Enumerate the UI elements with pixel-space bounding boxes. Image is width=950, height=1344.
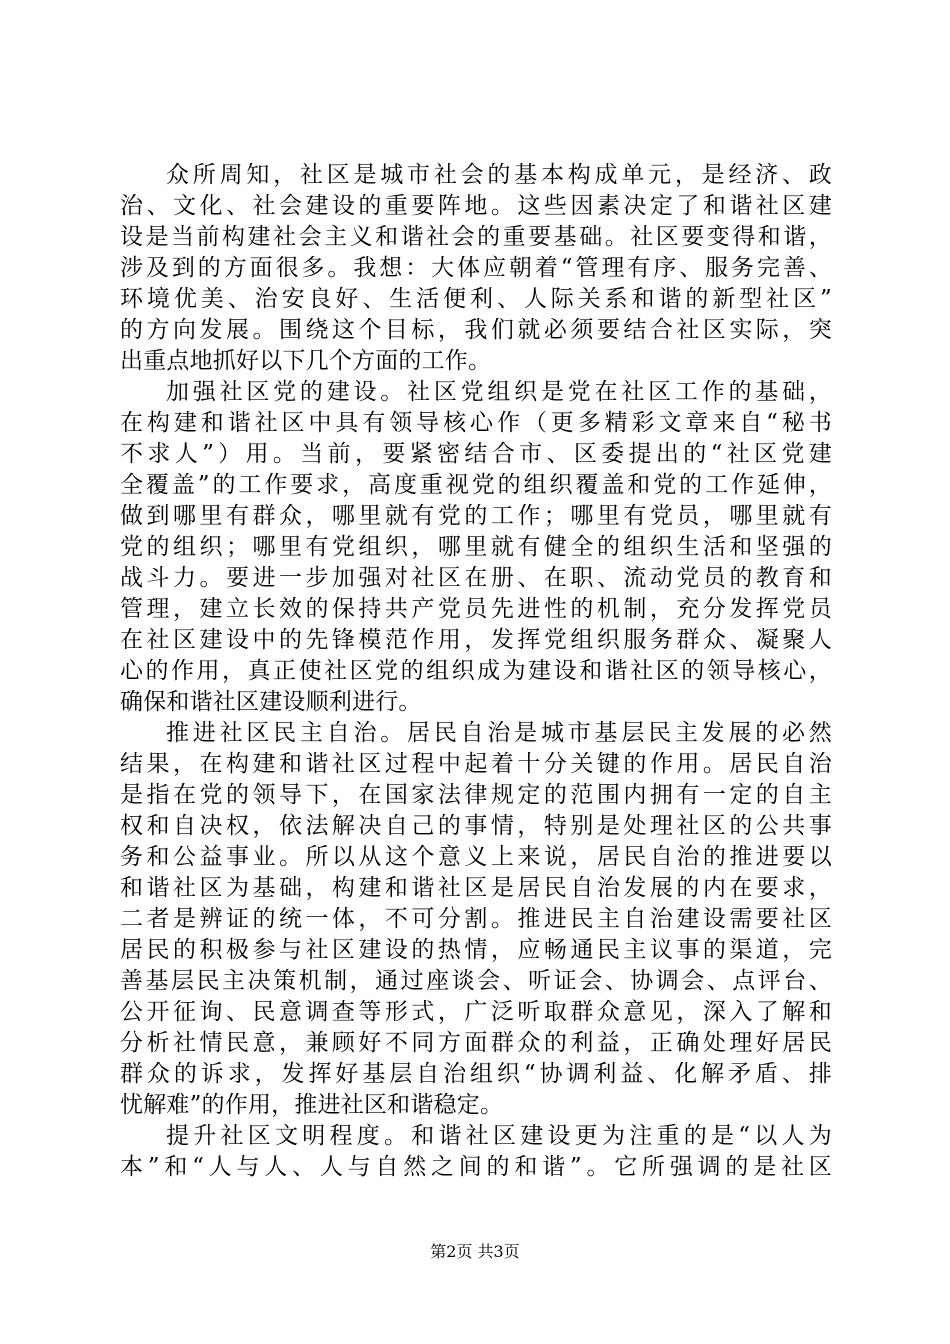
text-line: 结果，在构建和谐社区过程中起着十分关键的作用。居民自治 <box>120 751 832 777</box>
paragraph <box>120 160 832 377</box>
paragraph <box>120 718 832 1121</box>
text-line: 分析社情民意，兼顾好不同方面群众的利益，正确处理好居民 <box>120 1030 832 1056</box>
text-line: 群众的诉求，发挥好基层自治组织“协调利益、化解矛盾、排 <box>120 1061 832 1087</box>
text-line: 和谐社区为基础，构建和谐社区是居民自治发展的内在要求， <box>120 875 832 901</box>
text-line: 做到哪里有群众，哪里就有党的工作；哪里有党员，哪里就有 <box>120 503 832 529</box>
text-line: 党的组织；哪里有党组织，哪里就有健全的组织生活和坚强的 <box>120 534 832 560</box>
text-line: 居民的积极参与社区建设的热情，应畅通民主议事的渠道，完 <box>120 937 832 963</box>
text-line: 务和公益事业。所以从这个意义上来说，居民自治的推进要以 <box>120 844 832 870</box>
text-line: 设是当前构建社会主义和谐社会的重要基础。社区要变得和谐， <box>120 224 832 250</box>
text-line: 战斗力。要进一步加强对社区在册、在职、流动党员的教育和 <box>120 565 832 591</box>
paragraph <box>120 1121 832 1183</box>
text-line: 心的作用，真正使社区党的组织成为建设和谐社区的领导核心， <box>120 658 832 684</box>
text-line: 在社区建设中的先锋模范作用，发挥党组织服务群众、凝聚人 <box>120 627 832 653</box>
text-line: 本”和“人与人、人与自然之间的和谐”。它所强调的是社区 <box>120 1154 832 1180</box>
text-line: 善基层民主决策机制，通过座谈会、听证会、协调会、点评台、 <box>120 968 832 994</box>
text-line: 的方向发展。围绕这个目标，我们就必须要结合社区实际，突 <box>120 317 832 343</box>
text-line: 推进社区民主自治。居民自治是城市基层民主发展的必然 <box>166 720 832 746</box>
paragraph <box>120 377 832 718</box>
page-number-footer: 第2页 共3页 <box>430 1242 520 1261</box>
text-line: 加强社区党的建设。社区党组织是党在社区工作的基础， <box>166 379 832 405</box>
text-line: 管理，建立长效的保持共产党员先进性的机制，充分发挥党员 <box>120 596 832 622</box>
document-body <box>120 160 832 1183</box>
text-line: 治、文化、社会建设的重要阵地。这些因素决定了和谐社区建 <box>120 193 832 219</box>
text-line: 权和自决权，依法解决自己的事情，特别是处理社区的公共事 <box>120 813 832 839</box>
text-line: 涉及到的方面很多。我想：大体应朝着“管理有序、服务完善、 <box>120 255 832 281</box>
text-line: 出重点地抓好以下几个方面的工作。 <box>120 348 492 374</box>
text-line: 全覆盖”的工作要求，高度重视党的组织覆盖和党的工作延伸， <box>120 472 832 498</box>
text-line: 是指在党的领导下，在国家法律规定的范围内拥有一定的自主 <box>120 782 832 808</box>
text-line: 忧解难”的作用，推进社区和谐稳定。 <box>120 1092 504 1118</box>
text-line: 确保和谐社区建设顺利进行。 <box>120 689 422 715</box>
text-line: 在构建和谐社区中具有领导核心作（更多精彩文章来自“秘书 <box>120 410 832 436</box>
text-line: 不求人”）用。当前，要紧密结合市、区委提出的“社区党建 <box>120 441 832 467</box>
text-line: 公开征询、民意调查等形式，广泛听取群众意见，深入了解和 <box>120 999 832 1025</box>
text-line: 环境优美、治安良好、生活便利、人际关系和谐的新型社区” <box>120 286 832 312</box>
text-line: 众所周知，社区是城市社会的基本构成单元，是经济、政 <box>166 162 832 188</box>
text-line: 二者是辨证的统一体，不可分割。推进民主自治建设需要社区 <box>120 906 832 932</box>
text-line: 提升社区文明程度。和谐社区建设更为注重的是“以人为 <box>166 1123 832 1149</box>
